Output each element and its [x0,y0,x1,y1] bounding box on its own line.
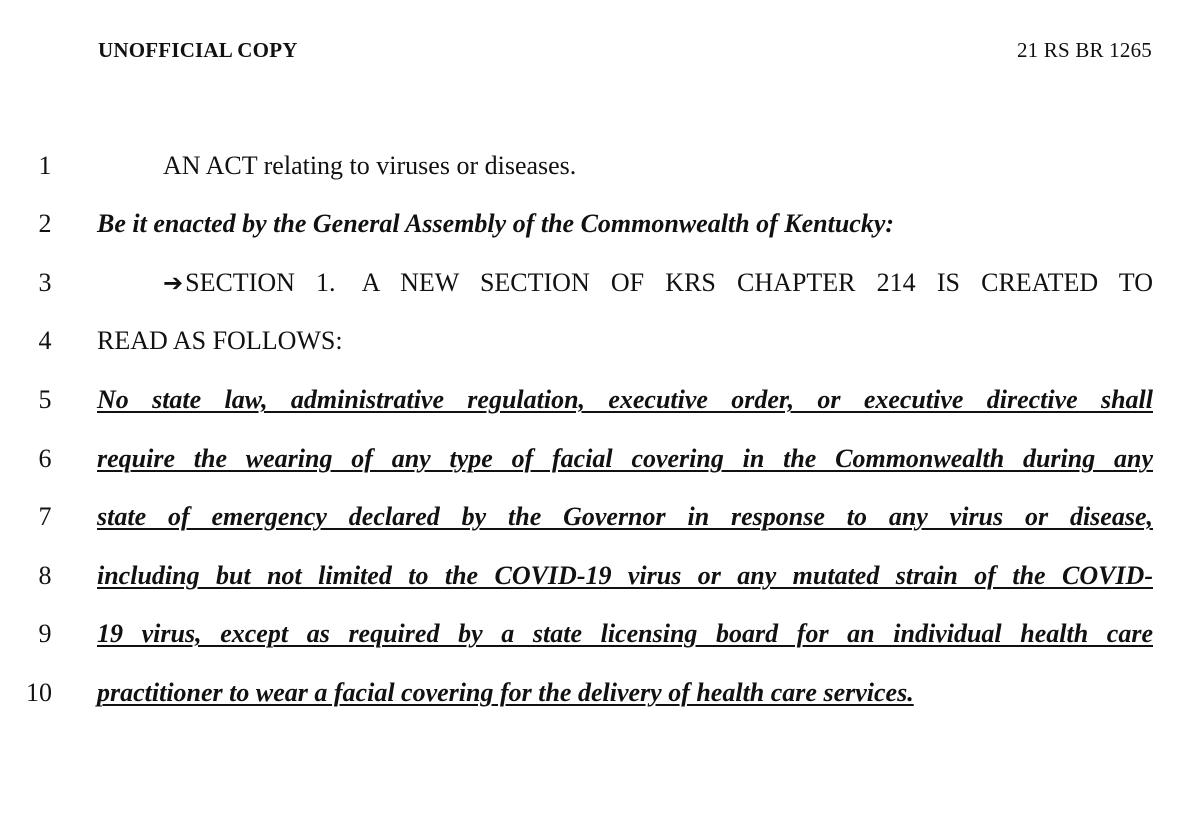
act-title: AN ACT relating to viruses or diseases. [163,151,577,180]
line-number: 1 [38,151,52,180]
line-number: 5 [38,385,52,414]
section-heading-text: A NEW SECTION OF KRS CHAPTER 214 IS CREATED TO [361,268,1153,297]
document-status-header: UNOFFICIAL COPY [98,38,298,62]
line-number: 8 [38,561,52,590]
section-heading [163,267,1153,299]
line-number: 7 [38,502,52,531]
section-heading-continued: READ AS FOLLOWS: [97,326,343,355]
line-number: 2 [38,209,52,238]
line-number: 4 [38,326,52,355]
new-text-line: No state law, administrative regulation, executive order, or executive directive shall [97,385,1153,414]
new-text-line: require the wearing of any type of facial covering in the Commonwealth during any [97,444,1153,473]
enacting-clause: Be it enacted by the General Assembly of the Commonwealth of Kentucky: [97,209,895,238]
section-number: SECTION 1. [185,268,336,297]
new-text-line: state of emergency declared by the Governor in response to any virus or disease, [97,502,1153,531]
line-number: 3 [38,268,52,297]
section-arrow-icon: ➔ [163,269,184,297]
line-number: 6 [38,444,52,473]
new-text-line: practitioner to wear a facial covering for the delivery of health care services. [97,678,914,707]
bill-request-number: 21 RS BR 1265 [1016,38,1152,62]
new-text-line: 19 virus, except as required by a state licensing board for an individual health care [97,619,1153,648]
line-number: 10 [26,678,52,707]
new-text-line: including but not limited to the COVID-19 virus or any mutated strain of the COVID- [97,561,1153,590]
line-number: 9 [38,619,52,648]
